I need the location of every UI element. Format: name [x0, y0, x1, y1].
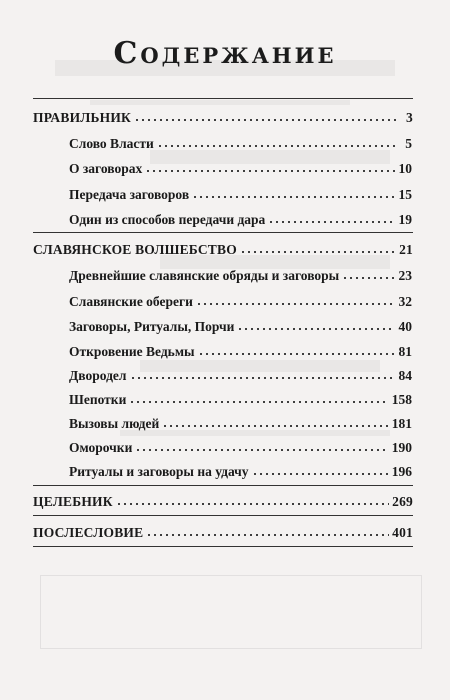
toc-item[interactable]: [69, 460, 412, 480]
dot-leader: [192, 194, 395, 200]
dot-leader: [116, 501, 389, 507]
dot-leader: [237, 326, 395, 332]
toc-item-title: Шепотки: [69, 392, 127, 407]
toc-item[interactable]: [69, 183, 412, 203]
toc-section-title: ЦЕЛЕБНИК: [33, 494, 113, 509]
dot-leader: [145, 168, 395, 174]
toc-page-number: 21: [399, 242, 413, 257]
toc-section-pravilnik[interactable]: [33, 106, 413, 126]
toc-page-number: 401: [392, 525, 413, 540]
toc-section-title: СЛАВЯНСКОЕ ВОЛШЕБСТВО: [33, 242, 237, 257]
toc-item-title: Передача заговоров: [69, 187, 190, 202]
toc-section-posleslovie[interactable]: [33, 521, 413, 541]
toc-page-number: 3: [406, 110, 413, 125]
toc-page-number: 269: [392, 494, 413, 509]
section-divider: [33, 515, 413, 516]
toc-page-number: 84: [398, 368, 412, 383]
toc-item-title: Двородел: [69, 368, 127, 383]
toc-page-number: 5: [405, 136, 412, 151]
bleed-through-shadow: [90, 100, 350, 105]
bleed-through-frame: [40, 575, 422, 649]
toc-item[interactable]: [69, 340, 412, 360]
dot-leader: [157, 143, 395, 149]
dot-leader: [240, 249, 396, 255]
toc-page-number: 19: [398, 212, 412, 227]
toc-section-celebnik[interactable]: [33, 490, 413, 510]
toc-item-title: О заговорах: [69, 161, 143, 176]
toc-item-title: Вызовы людей: [69, 416, 160, 431]
toc-item[interactable]: [69, 132, 412, 152]
toc-section-title: ПОСЛЕСЛОВИЕ: [33, 525, 144, 540]
toc-page-number: 81: [398, 344, 412, 359]
toc-page-number: 158: [391, 392, 412, 407]
dot-leader: [196, 301, 395, 307]
dot-leader: [198, 351, 395, 357]
dot-leader: [135, 447, 388, 453]
toc-page-number: 23: [398, 268, 412, 283]
toc-item[interactable]: [69, 436, 412, 456]
dot-leader: [134, 117, 396, 123]
toc-page-number: 196: [391, 464, 412, 479]
dot-leader: [162, 423, 389, 429]
toc-section-title: ПРАВИЛЬНИК: [33, 110, 132, 125]
dot-leader: [129, 399, 388, 405]
toc-page-number: 10: [398, 161, 412, 176]
toc-item-title: Один из способов передачи дара: [69, 212, 266, 227]
toc-item[interactable]: [69, 412, 412, 432]
toc-item-title: Оморочки: [69, 440, 133, 455]
dot-leader: [268, 219, 395, 225]
dot-leader: [130, 375, 395, 381]
toc-item-title: Заговоры, Ритуалы, Порчи: [69, 319, 235, 334]
toc-page-number: 190: [391, 440, 412, 455]
toc-section-slavyanskoe-volshebstvo[interactable]: [33, 238, 413, 258]
toc-item-title: Древнейшие славянские обряды и заговоры: [69, 268, 340, 283]
toc-item[interactable]: [69, 264, 412, 284]
bottom-rule: [33, 546, 413, 547]
section-divider: [33, 485, 413, 486]
toc-page-number: 181: [391, 416, 412, 431]
toc-item[interactable]: [69, 364, 412, 384]
toc-item-title: Славянские обереги: [69, 294, 193, 309]
dot-leader: [342, 275, 395, 281]
section-divider: [33, 232, 413, 233]
toc-item[interactable]: [69, 315, 412, 335]
toc-item[interactable]: [69, 388, 412, 408]
toc-item[interactable]: [69, 290, 412, 310]
toc-item[interactable]: [69, 157, 412, 177]
toc-page-number: 15: [398, 187, 412, 202]
toc-item-title: Слово Власти: [69, 136, 154, 151]
page-title: Содержание: [113, 36, 337, 71]
toc-item[interactable]: [69, 208, 412, 228]
toc-page-number: 40: [398, 319, 412, 334]
dot-leader: [146, 532, 389, 538]
toc-item-title: Откровение Ведьмы: [69, 344, 195, 359]
dot-leader: [252, 471, 389, 477]
toc-item-title: Ритуалы и заговоры на удачу: [69, 464, 249, 479]
toc-page-number: 32: [398, 294, 412, 309]
top-rule: [33, 98, 413, 99]
